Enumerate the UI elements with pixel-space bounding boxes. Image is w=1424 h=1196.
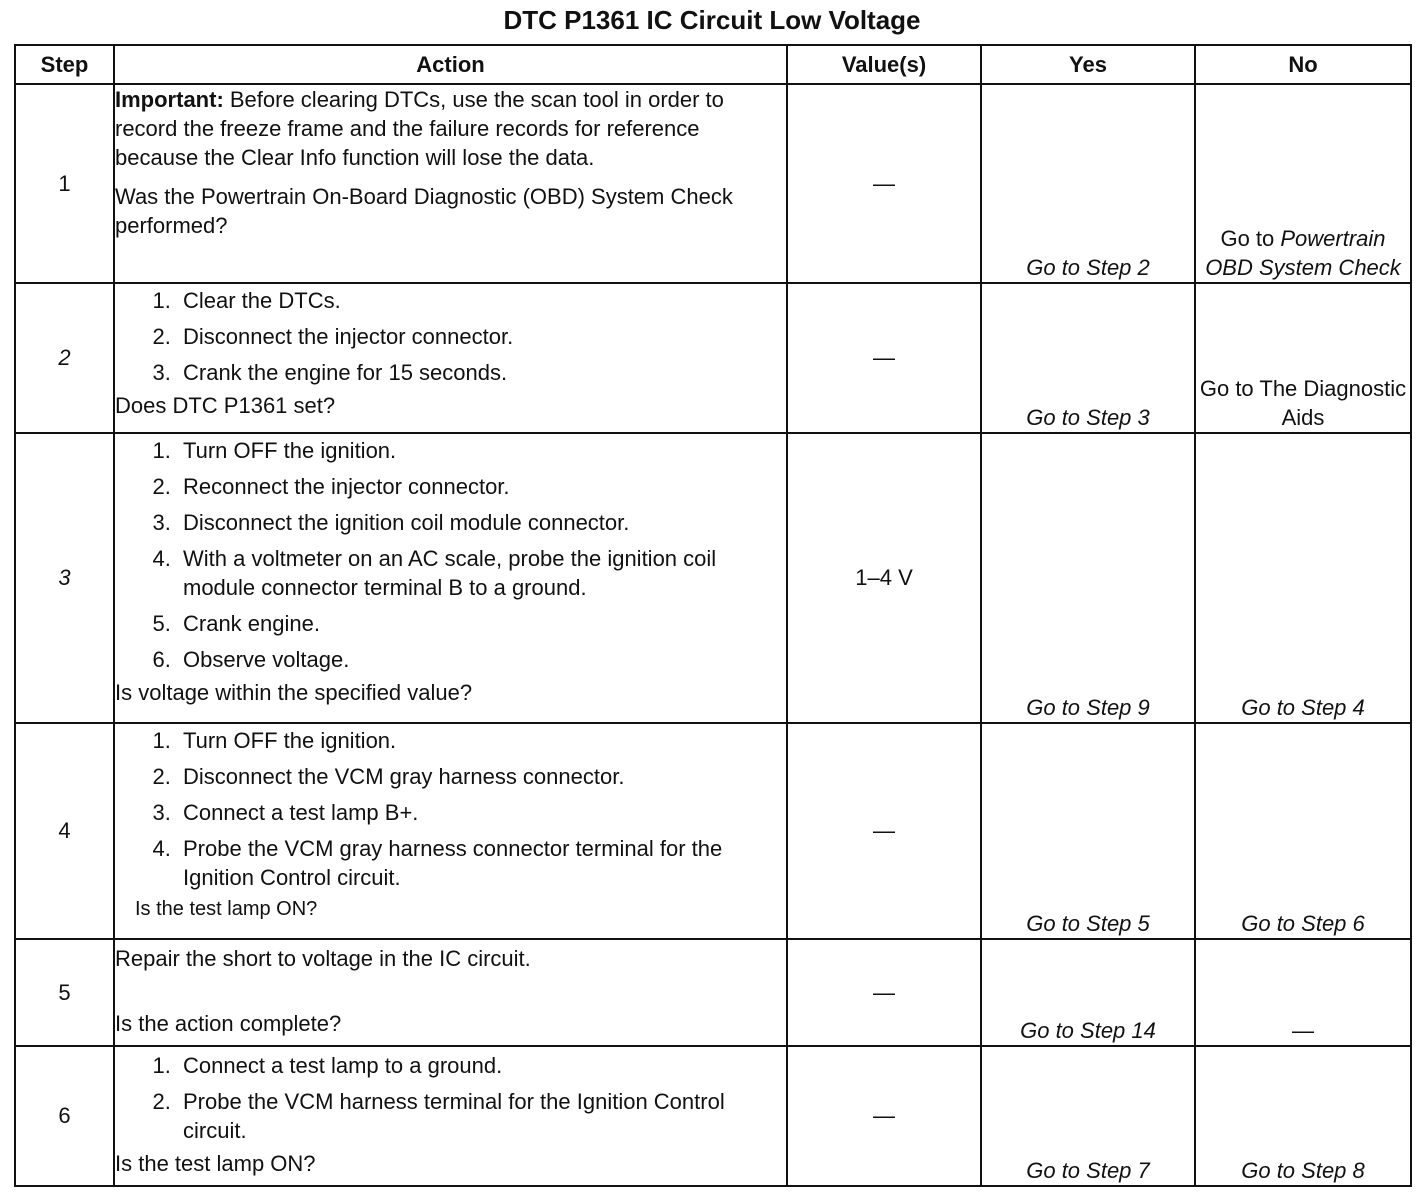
list-item: 1. Connect a test lamp to a ground. — [177, 1051, 786, 1080]
action-cell — [114, 723, 787, 939]
action-steps — [115, 286, 786, 387]
action-question: Is the test lamp ON? — [135, 898, 318, 921]
list-item: 2. Reconnect the injector connector. — [177, 472, 786, 501]
action-question: Is voltage within the specified value? — [115, 680, 473, 706]
header-action: Action — [114, 45, 787, 84]
yes-cell: Go to Step 2 — [981, 84, 1195, 283]
no-cell: Go to Step 4 — [1195, 433, 1411, 723]
list-item: 2. Disconnect the injector connector. — [177, 322, 786, 351]
action-cell — [114, 84, 787, 283]
table-row — [15, 939, 1411, 1046]
important-label: Important: — [115, 87, 224, 112]
list-item: 2. Disconnect the VCM gray harness connector. — [177, 762, 786, 791]
list-item: 5. Crank engine. — [177, 609, 786, 638]
no-cell — [1195, 84, 1411, 283]
value-cell: 1–4 V — [787, 433, 981, 723]
header-values: Value(s) — [787, 45, 981, 84]
step-number-text: 2 — [58, 345, 71, 371]
header-no: No — [1195, 45, 1411, 84]
list-item: 3. Disconnect the ignition coil module connector. — [177, 508, 786, 537]
action-question: Does DTC P1361 set? — [115, 393, 336, 419]
list-item: 2. Probe the VCM harness terminal for the Ignition Control circuit. — [177, 1087, 786, 1145]
value-cell: — — [787, 939, 981, 1046]
action-question: Is the test lamp ON? — [115, 1151, 316, 1177]
step-number-text: 3 — [58, 565, 71, 591]
no-link: Powertrain OBD System Check — [1205, 225, 1401, 280]
step-number — [15, 283, 114, 433]
step-number: 6 — [15, 1046, 114, 1186]
table-row — [15, 723, 1411, 939]
action-cell — [114, 1046, 787, 1186]
yes-cell: Go to Step 9 — [981, 433, 1195, 723]
important-note — [115, 85, 786, 172]
list-item: 1. Clear the DTCs. — [177, 286, 786, 315]
action-text: Repair the short to voltage in the IC circuit. — [115, 946, 531, 971]
value-cell: — — [787, 283, 981, 433]
step-number — [15, 433, 114, 723]
list-item: 6. Observe voltage. — [177, 645, 786, 674]
no-cell: Go to The Diagnostic Aids — [1195, 283, 1411, 433]
action-steps — [115, 1051, 786, 1145]
action-cell — [114, 939, 787, 1046]
list-item: 4. With a voltmeter on an AC scale, probe the ignition coil module connector terminal B to a ground. — [177, 544, 786, 602]
table-row — [15, 283, 1411, 433]
no-cell: — — [1195, 939, 1411, 1046]
table-row — [15, 433, 1411, 723]
no-cell: Go to Step 6 — [1195, 723, 1411, 939]
list-item: 1. Turn OFF the ignition. — [177, 436, 786, 465]
yes-cell: Go to Step 3 — [981, 283, 1195, 433]
diagnostic-table — [14, 44, 1412, 1187]
step-number: 5 — [15, 939, 114, 1046]
list-item: 3. Crank the engine for 15 seconds. — [177, 358, 786, 387]
value-cell: — — [787, 723, 981, 939]
list-item: 3. Connect a test lamp B+. — [177, 798, 786, 827]
table-row — [15, 84, 1411, 283]
list-item: 4. Probe the VCM gray harness connector terminal for the Ignition Control circuit. — [177, 834, 786, 892]
action-question: Is the action complete? — [115, 1011, 342, 1037]
action-steps — [115, 436, 786, 674]
important-text: Before clearing DTCs, use the scan tool in order to record the freeze frame and the failure records for reference because the Clear Info function will lose the data. — [115, 87, 724, 171]
table-row — [15, 1046, 1411, 1186]
header-row — [15, 45, 1411, 84]
action-steps — [115, 726, 786, 892]
yes-cell: Go to Step 5 — [981, 723, 1195, 939]
value-cell: — — [787, 1046, 981, 1186]
step-number: 4 — [15, 723, 114, 939]
action-question: Was the Powertrain On-Board Diagnostic (OBD) System Check performed? — [115, 184, 733, 239]
header-yes: Yes — [981, 45, 1195, 84]
action-cell — [114, 433, 787, 723]
yes-cell: Go to Step 14 — [981, 939, 1195, 1046]
value-cell: — — [787, 84, 981, 283]
action-cell — [114, 283, 787, 433]
page-title: DTC P1361 IC Circuit Low Voltage — [503, 5, 921, 35]
header-step: Step — [15, 45, 114, 84]
yes-cell: Go to Step 7 — [981, 1046, 1195, 1186]
no-cell: Go to Step 8 — [1195, 1046, 1411, 1186]
list-item: 1. Turn OFF the ignition. — [177, 726, 786, 755]
no-prefix: Go to — [1220, 225, 1281, 251]
step-number: 1 — [15, 84, 114, 283]
